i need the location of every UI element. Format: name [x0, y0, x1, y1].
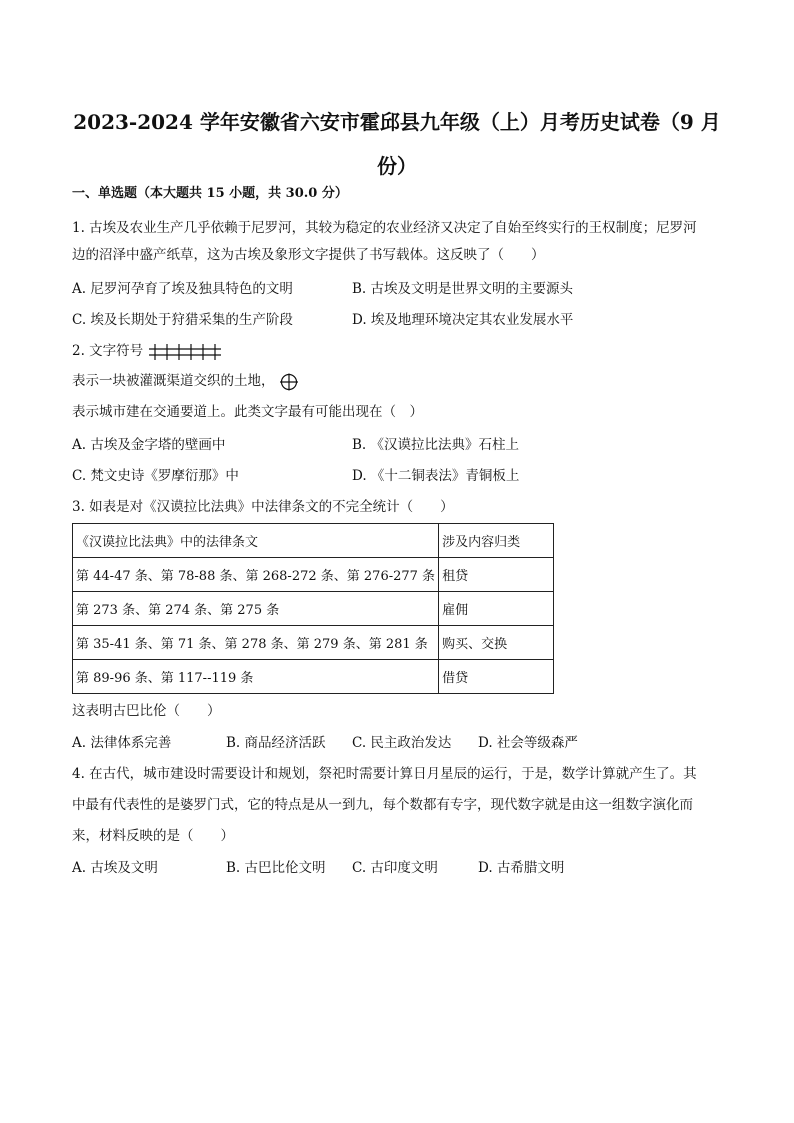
table-cell: 租贷 [439, 558, 554, 592]
q4-option-a: A. 古埃及文明 [72, 860, 158, 876]
q4-option-c: C. 古印度文明 [352, 860, 438, 876]
q2-line-1 [72, 340, 223, 362]
table-header-cell: 涉及内容归类 [439, 524, 554, 558]
q1-line-1: 1. 古埃及农业生产几乎依赖于尼罗河，其较为稳定的农业经济又决定了自始至终实行的王权制度；尼罗河 [72, 220, 697, 236]
q3-option-b: B. 商品经济活跃 [226, 735, 326, 751]
exam-title [60, 100, 734, 188]
q1-option-a: A. 尼罗河孕育了埃及独具特色的文明 [72, 281, 293, 297]
q2-text-2: 表示一块被灌溉渠道交织的土地， [72, 373, 275, 389]
q4-option-b: B. 古巴比伦文明 [226, 860, 326, 876]
q1-option-b: B. 古埃及文明是世界文明的主要源头 [352, 281, 574, 297]
q2-text-1: 2. 文字符号 [72, 343, 144, 359]
q3-line-1: 3. 如表是对《汉谟拉比法典》中法律条文的不完全统计（ ） [72, 499, 454, 515]
q2-option-d: D. 《十二铜表法》青铜板上 [352, 468, 520, 484]
q3-option-d: D. 社会等级森严 [478, 735, 578, 751]
title-line-2: 份） [377, 154, 417, 178]
q1-option-d: D. 埃及地理环境决定其农业发展水平 [352, 312, 574, 328]
table-cell: 第 273 条、第 274 条、第 275 条 [73, 592, 439, 626]
table-cell: 购买、交换 [439, 626, 554, 660]
q1-option-c: C. 埃及长期处于狩猎采集的生产阶段 [72, 312, 293, 328]
table-cell: 第 89-96 条、第 117--119 条 [73, 660, 439, 694]
table-row [73, 660, 554, 694]
q2-option-c: C. 梵文史诗《罗摩衍那》中 [72, 468, 239, 484]
table-cell: 借贷 [439, 660, 554, 694]
table-row [73, 558, 554, 592]
table-cell: 雇佣 [439, 592, 554, 626]
table-row [73, 626, 554, 660]
law-statistics-table [72, 523, 554, 694]
q3-option-a: A. 法律体系完善 [72, 735, 172, 751]
city-glyph-icon [279, 373, 299, 391]
q4-line-1: 4. 在古代，城市建设时需要设计和规划，祭祀时需要计算日月星辰的运行，于是，数学计算就产生了。其 [72, 766, 697, 782]
q4-line-2: 中最有代表性的是婆罗门式，它的特点是从一到九，每个数都有专字，现代数字就是由这一组数字演化而 [72, 797, 693, 813]
table-header-row [73, 524, 554, 558]
table-cell: 第 44-47 条、第 78-88 条、第 268-272 条、第 276-277 条 [73, 558, 439, 592]
q2-option-a: A. 古埃及金字塔的壁画中 [72, 437, 226, 453]
table-cell: 第 35-41 条、第 71 条、第 278 条、第 279 条、第 281 条 [73, 626, 439, 660]
table-header-cell: 《汉谟拉比法典》中的法律条文 [73, 524, 439, 558]
table-row [73, 592, 554, 626]
q3-option-c: C. 民主政治发达 [352, 735, 452, 751]
canal-glyph-icon [147, 343, 223, 361]
section-heading: 一、单选题（本大题共 15 小题，共 30.0 分） [72, 186, 348, 201]
q3-line-2: 这表明古巴比伦（ ） [72, 703, 221, 719]
q2-option-b: B. 《汉谟拉比法典》石柱上 [352, 437, 520, 453]
q1-line-2: 边的沼泽中盛产纸草，这为古埃及象形文字提供了书写载体。这反映了（ ） [72, 247, 545, 263]
title-line-1: 2023-2024 学年安徽省六安市霍邱县九年级（上）月考历史试卷（9 月 [73, 110, 721, 134]
q4-option-d: D. 古希腊文明 [478, 860, 565, 876]
q2-line-2 [72, 370, 299, 392]
q4-line-3: 来，材料反映的是（ ） [72, 828, 234, 844]
q2-line-3: 表示城市建在交通要道上。此类文字最有可能出现在（ ） [72, 404, 423, 420]
